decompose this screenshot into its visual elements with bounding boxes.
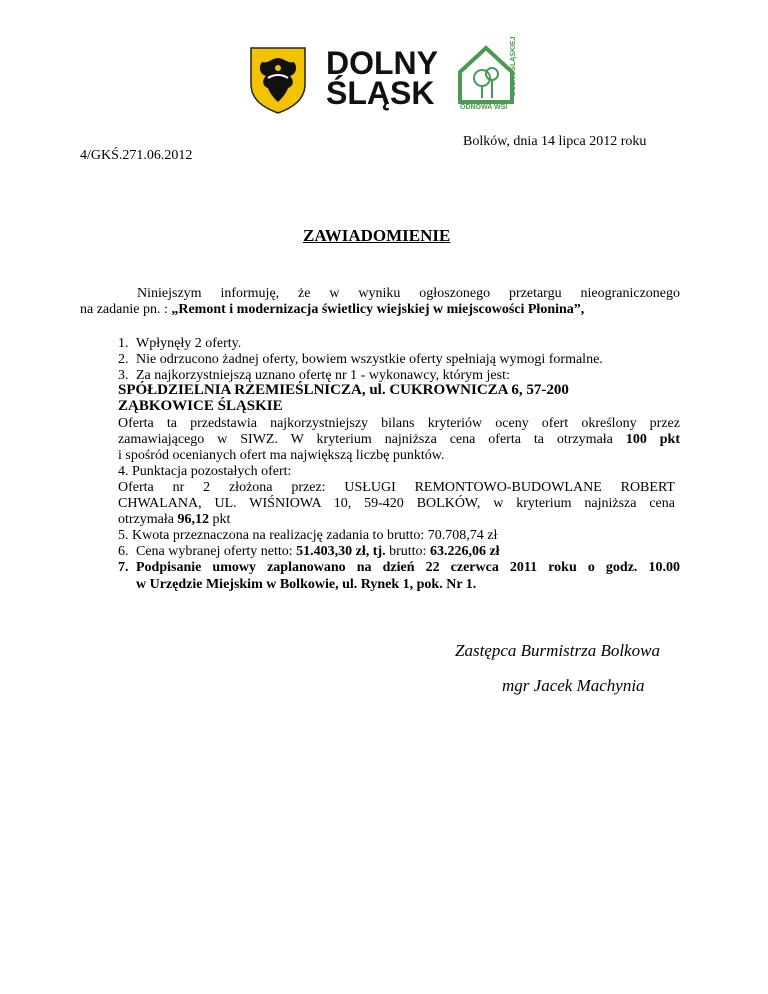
signature-role: Zastępca Burmistrza Bolkowa	[455, 641, 660, 660]
winner-line2: ZĄBKOWICE ŚLĄSKIE	[118, 398, 283, 414]
list-item-4: 4. Punktacja pozostałych ofert:	[118, 464, 292, 479]
offer2-line1: Oferta nr 2 złożona przez: USŁUGI REMONTOWO-BUDOWLANE ROBERT	[118, 480, 675, 495]
winner-line1: SPÓŁDZIELNIA RZEMIEŚLNICZA, ul. CUKROWNICZA 6, 57-200	[118, 382, 569, 398]
signing-line2: w Urzędzie Miejskim w Bolkowie, ul. Rynek 1, pok. Nr 1.	[136, 577, 477, 592]
offer2-line3	[118, 511, 230, 528]
logo-line2: ŚLĄSK	[326, 75, 435, 111]
item-text: Wpłynęły 2 oferty.	[136, 336, 242, 351]
intro-line2-prefix: na zadanie pn. :	[80, 302, 172, 317]
item-number: 7.	[118, 560, 129, 575]
signing-line1: Podpisanie umowy zaplanowano na dzień 22 czerwca 2011 roku o godz. 10.00	[136, 560, 680, 575]
list-item-6	[118, 543, 500, 560]
list-item-2	[118, 351, 603, 368]
reference-number: 4/GKŚ.271.06.2012	[80, 148, 193, 163]
item-number: 2.	[118, 352, 129, 367]
item-text: Nie odrzucono żadnej oferty, bowiem wszystkie oferty spełniają wymogi formalne.	[136, 352, 603, 367]
net-price: 51.403,30 zł, tj.	[296, 544, 386, 559]
list-item-5: 5. Kwota przeznaczona na realizację zadania to brutto: 70.708,74 zł	[118, 528, 498, 543]
net-label: Cena wybranej oferty netto:	[136, 544, 297, 559]
explain-line1: Oferta ta przedstawia najkorzystniejszy bilans kryteriów oceny ofert określony przez	[118, 416, 680, 431]
offer2-unit: pkt	[208, 512, 231, 527]
explain-line3: i spośród ocenianych ofert ma największą liczbę punktów.	[118, 448, 445, 463]
offer2-points: 96,12	[177, 512, 209, 527]
document-title: ZAWIADOMIENIE	[303, 226, 451, 245]
coat-of-arms-icon	[248, 44, 308, 114]
gross-price: 63.226,06 zł	[429, 544, 500, 559]
winner-points: 100 pkt	[625, 432, 680, 447]
item-number: 6.	[118, 544, 129, 559]
logo-line1: DOLNY	[326, 45, 438, 81]
explain-line2	[118, 431, 680, 448]
dolnoslaskiej-label: DOLNOŚLĄSKIEJ	[510, 36, 517, 96]
list-item-7	[118, 559, 680, 576]
task-name: „Remont i modernizacja świetlicy wiejskiej w miejscowości Płonina”,	[171, 302, 585, 317]
explain-text: zamawiającego w SIWZ. W kryterium najniższa cena oferta ta otrzymała	[118, 432, 626, 447]
intro-line2	[80, 301, 584, 318]
item-text: Za najkorzystniejszą uznano ofertę nr 1 - wykonawcy, którym jest:	[136, 368, 510, 383]
list-item-1	[118, 335, 241, 352]
document-date: Bolków, dnia 14 lipca 2012 roku	[463, 134, 647, 149]
odnowa-wsi-label: ODNOWA WSI	[460, 104, 508, 111]
gross-label: brutto:	[385, 544, 430, 559]
intro-line1: Niniejszym informuję, że w wyniku ogłoszonego przetargu nieograniczonego	[137, 286, 680, 301]
offer2-line2: CHWALANA, UL. WIŚNIOWA 10, 59-420 BOLKÓW, w kryterium najniższa cena	[118, 496, 675, 511]
item-number: 1.	[118, 336, 129, 351]
odnowa-wsi-house-icon	[456, 44, 518, 104]
signature-name: mgr Jacek Machynia	[502, 676, 645, 695]
offer2-text: otrzymała	[118, 512, 178, 527]
item-number: 3.	[118, 368, 129, 383]
logo	[248, 36, 538, 116]
